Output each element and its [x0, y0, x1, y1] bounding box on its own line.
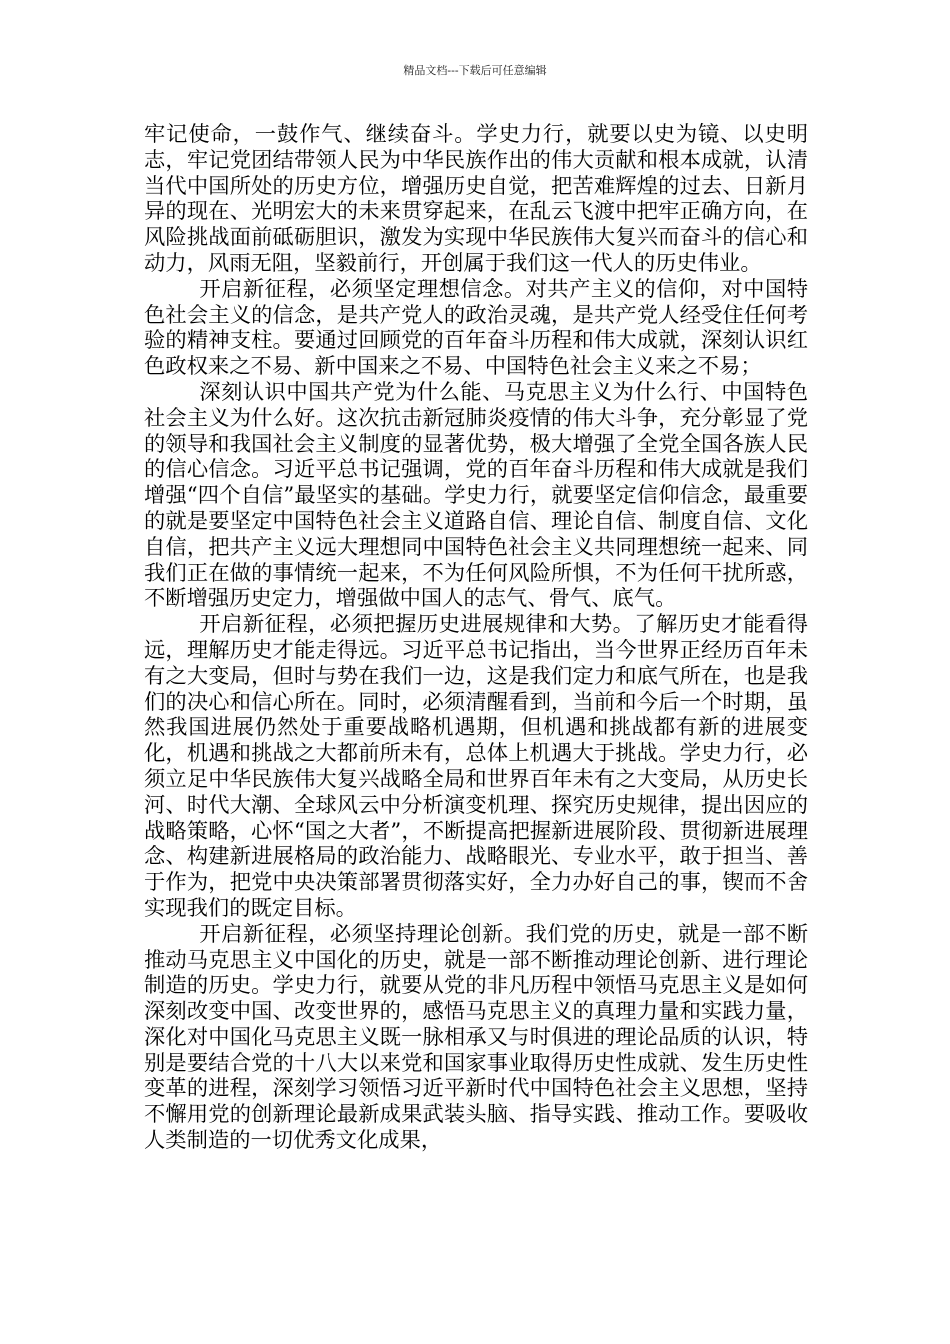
document-body: [144, 122, 808, 1154]
paragraph-5: 开启新征程，必须坚持理论创新。我们党的历史，就是一部不断推动马克思主义中国化的历史，就是一部不断推动理论创新、进行理论制造的历史。学史力行，就要从党的非凡历程中领悟马克思主义是如何深刻改变中国、改变世界的，感悟马克思主义的真理力量和实践力量，深化对中国化马克思主义既一脉相承又与时俱进的理论品质的认识，特别是要结合党的十八大以来党和国家事业取得历史性成就、发生历史性变革的进程，深刻学习领悟习近平新时代中国特色社会主义思想，坚持不懈用党的创新理论最新成果武装头脑、指导实践、推动工作。要吸收人类制造的一切优秀文化成果，: [144, 921, 808, 1154]
paragraph-3: 深刻认识中国共产党为什么能、马克思主义为什么行、中国特色社会主义为什么好。这次抗击新冠肺炎疫情的伟大斗争，充分彰显了党的领导和我国社会主义制度的显著优势，极大增强了全党全国各族人民的信心信念。习近平总书记强调，党的百年奋斗历程和伟大成就是我们增强“四个自信”最坚实的基础。学史力行，就要坚定信仰信念，最重要的就是要坚定中国特色社会主义道路自信、理论自信、制度自信、文化自信，把共产主义远大理想同中国特色社会主义共同理想统一起来、同我们正在做的事情统一起来，不为任何风险所惧，不为任何干扰所惑，不断增强历史定力，增强做中国人的志气、骨气、底气。: [144, 379, 808, 612]
paragraph-2: 开启新征程，必须坚定理想信念。对共产主义的信仰，对中国特色社会主义的信念，是共产党人的政治灵魂，是共产党人经受住任何考验的精神支柱。要通过回顾党的百年奋斗历程和伟大成就，深刻认识红色政权来之不易、新中国来之不易、中国特色社会主义来之不易；: [144, 276, 808, 380]
paragraph-1: 牢记使命，一鼓作气、继续奋斗。学史力行，就要以史为镜、以史明志，牢记党团结带领人民为中华民族作出的伟大贡献和根本成就，认清当代中国所处的历史方位，增强历史自觉，把苦难辉煌的过去、日新月异的现在、光明宏大的未来贯穿起来，在乱云飞渡中把牢正确方向，在风险挑战面前砥砺胆识，激发为实现中华民族伟大复兴而奋斗的信心和动力，风雨无阻，坚毅前行，开创属于我们这一代人的历史伟业。: [144, 122, 808, 276]
paragraph-4: 开启新征程，必须把握历史进展规律和大势。了解历史才能看得远，理解历史才能走得远。习近平总书记指出，当今世界正经历百年未有之大变局，但时与势在我们一边，这是我们定力和底气所在，也是我们的决心和信心所在。同时，必须清醒看到，当前和今后一个时期，虽然我国进展仍然处于重要战略机遇期，但机遇和挑战都有新的进展变化，机遇和挑战之大都前所未有，总体上机遇大于挑战。学史力行，必须立足中华民族伟大复兴战略全局和世界百年未有之大变局，从历史长河、时代大潮、全球风云中分析演变机理、探究历史规律，提出因应的战略策略，心怀“国之大者”，不断提高把握新进展阶段、贯彻新进展理念、构建新进展格局的政治能力、战略眼光、专业水平，敢于担当、善于作为，把党中央决策部署贯彻落实好，全力办好自己的事，锲而不舍实现我们的既定目标。: [144, 612, 808, 921]
page-header: 精品文档---下载后可任意编辑: [403, 64, 547, 77]
